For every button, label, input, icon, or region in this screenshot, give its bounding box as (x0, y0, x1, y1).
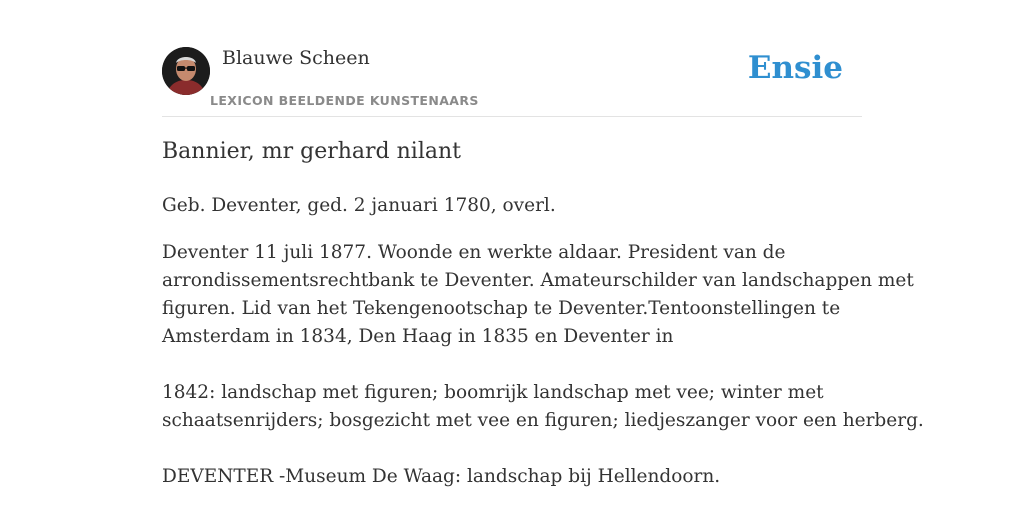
article-line: arrondissementsrechtbank te Deventer. Amateurschilder van landschappen met (162, 270, 914, 291)
article-title: Bannier, mr gerhard nilant (162, 139, 461, 164)
header (162, 46, 862, 117)
article-line: Deventer 11 juli 1877. Woonde en werkte aldaar. President van de (162, 242, 786, 263)
article-line (162, 351, 862, 379)
article-intro (162, 192, 862, 220)
ensie-logo[interactable]: Ensie (747, 50, 843, 86)
article-line: Amsterdam in 1834, Den Haag in 1835 en Deventer in (162, 326, 674, 347)
article-line: DEVENTER -Museum De Waag: landschap bij Hellendoorn. (162, 466, 721, 487)
article-body (162, 239, 924, 491)
avatar-portrait-icon (162, 47, 210, 95)
article-line: schaatsenrijders; bosgezicht met vee en figuren; liedjeszanger voor een herberg. (162, 410, 924, 431)
author-name[interactable]: Blauwe Scheen (222, 47, 370, 69)
article-line: figuren. Lid van het Tekengenootschap te Deventer.Tentoonstellingen te (162, 298, 841, 319)
lexicon-link[interactable]: LEXICON BEELDENDE KUNSTENAARS (210, 93, 479, 108)
article-line (162, 435, 862, 463)
intro-paragraph: Geb. Deventer, ged. 2 januari 1780, overl. (162, 195, 556, 216)
author-avatar[interactable] (162, 47, 210, 95)
article-line: 1842: landschap met figuren; boomrijk landschap met vee; winter met (162, 382, 824, 403)
